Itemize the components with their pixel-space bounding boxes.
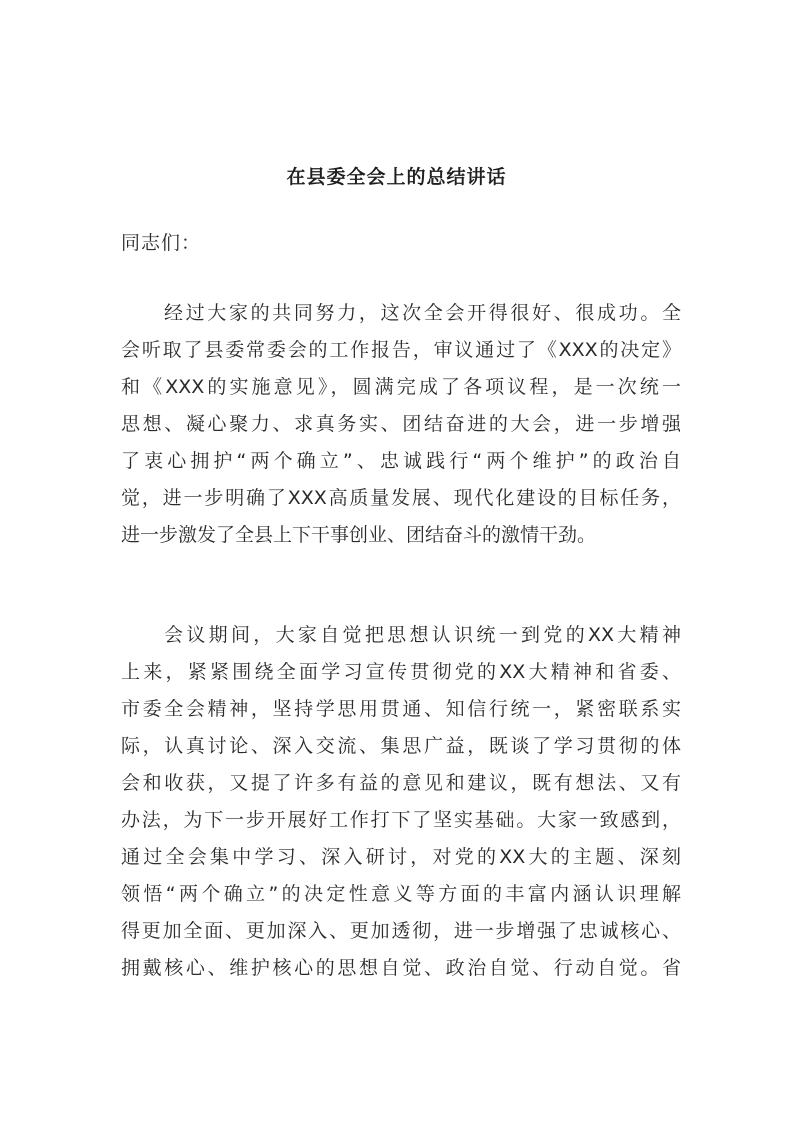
paragraph-2 — [121, 617, 681, 987]
paragraph-line: 觉，进一步明确了XXX高质量发展、现代化建设的目标任务， — [121, 487, 681, 509]
paragraph-line: 了衷心拥护“两个确立”、忠诚践行“两个维护”的政治自 — [121, 450, 681, 472]
paragraph-line: 得更加全面、更加深入、更加透彻，进一步增强了忠诚核心、 — [121, 920, 681, 942]
salutation: 同志们： — [121, 232, 202, 254]
paragraph-line: 进一步激发了全县上下干事创业、团结奋斗的激情干劲。 — [121, 524, 597, 546]
paragraph-line: 领悟“两个确立”的决定性意义等方面的丰富内涵认识理解 — [121, 883, 681, 905]
paragraph-line: 思想、凝心聚力、求真务实、团结奋进的大会，进一步增强 — [121, 413, 681, 435]
paragraph-line: 办法，为下一步开展好工作打下了坚实基础。大家一致感到， — [121, 809, 681, 831]
paragraph-line: 际，认真讨论、深入交流、集思广益，既谈了学习贯彻的体 — [121, 735, 681, 757]
paragraph-line: 拥戴核心、维护核心的思想自觉、政治自觉、行动自觉。省 — [121, 957, 681, 979]
document-title: 在县委全会上的总结讲话 — [286, 166, 507, 188]
paragraph-line: 上来，紧紧围绕全面学习宣传贯彻党的XX大精神和省委、 — [121, 661, 681, 683]
paragraph-line: 和《XXX的实施意见》，圆满完成了各项议程，是一次统一 — [121, 376, 681, 398]
paragraph-line: 市委全会精神，坚持学思用贯通、知信行统一，紧密联系实 — [121, 698, 681, 720]
paragraph-line: 经过大家的共同努力，这次全会开得很好、很成功。全 — [164, 302, 681, 324]
paragraph-1 — [121, 295, 681, 554]
paragraph-line: 会议期间，大家自觉把思想认识统一到党的XX大精神 — [164, 624, 681, 646]
paragraph-line: 通过全会集中学习、深入研讨，对党的XX大的主题、深刻 — [121, 846, 681, 868]
paragraph-line: 会听取了县委常委会的工作报告，审议通过了《XXX的决定》 — [121, 339, 681, 361]
paragraph-line: 会和收获，又提了许多有益的意见和建议，既有想法、又有 — [121, 772, 681, 794]
